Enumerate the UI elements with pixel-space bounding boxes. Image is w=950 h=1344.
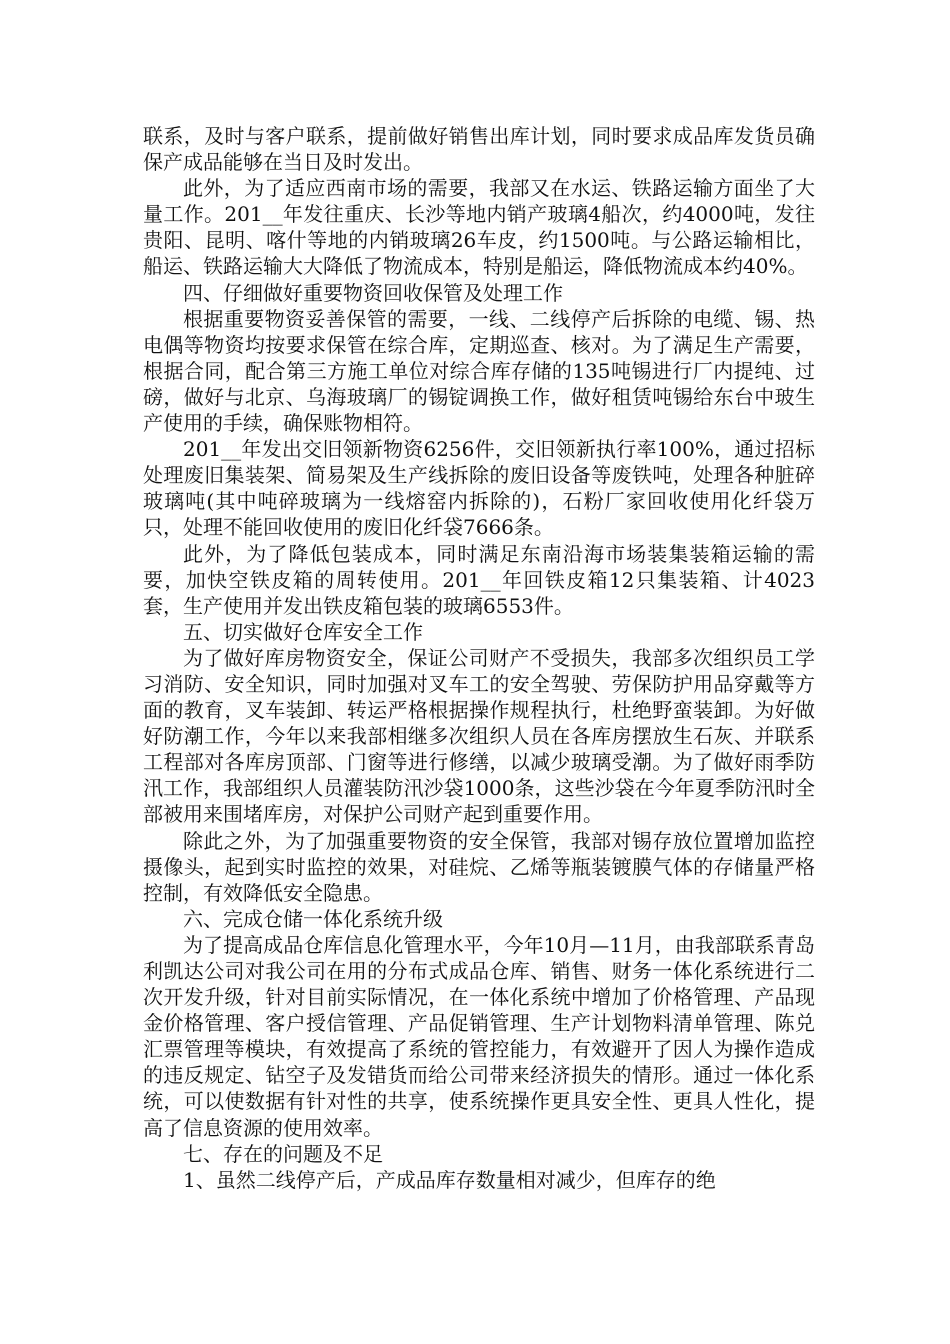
paragraph-system-upgrade: 为了提高成品仓库信息化管理水平，今年10月—11月，由我部联系青岛利凯达公司对我公司在用的分布式成品仓库、销售、财务一体化系统进行二次开发升级，针对目前实际情况，在一体化系统中增加了价格管理、产品现金价格管理、客户授信管理、产品促销管理、生产计划物料清单管理、陈兑汇票管理等模块，有效提高了系统的管控能力，有效避开了因人为操作造成的违反规定、钻空子及发错货而给公司带来经济损失的情形。通过一体化系统，可以使数据有针对性的共享，使系统操作更具安全性、更具人性化，提高了信息资源的使用效率。 [143, 932, 815, 1140]
section-heading-6: 六、完成仓储一体化系统升级 [183, 906, 443, 931]
paragraph-problems: 1、虽然二线停产后，产成品库存数量相对减少，但库存的绝 [183, 1167, 716, 1192]
paragraph-continuation: 联系，及时与客户联系，提前做好销售出库计划，同时要求成品库发货员确保产成品能够在当日及时发出。 [143, 124, 815, 175]
section-heading-7: 七、存在的问题及不足 [183, 1141, 383, 1166]
document-body [143, 123, 815, 1193]
paragraph-transport: 此外，为了适应西南市场的需要，我部又在水运、铁路运输方面坐了大量工作。201__年发往重庆、长沙等地内销产玻璃4船次，约4000吨，发往贵阳、昆明、喀什等地的内销玻璃26车皮，约1500吨。与公路运输相比，船运、铁路运输大大降低了物流成本，特别是船运，降低物流成本约40%。 [143, 176, 815, 279]
paragraph-old-for-new: 201__年发出交旧领新物资6256件，交旧领新执行率100%，通过招标处理废旧集装架、简易架及生产线拆除的废旧设备等废铁吨，处理各种脏碎玻璃吨(其中吨碎玻璃为一线熔窑内拆除的)，石粉厂家回收使用化纤袋万只，处理不能回收使用的废旧化纤袋7666条。 [143, 437, 815, 540]
paragraph-material-storage: 根据重要物资妥善保管的需要，一线、二线停产后拆除的电缆、锡、热电偶等物资均按要求保管在综合库，定期巡查、核对。为了满足生产需要，根据合同，配合第三方施工单位对综合库存储的135吨锡进行厂内提纯、过磅，做好与北京、乌海玻璃厂的锡锭调换工作，做好租赁吨锡给东台中玻生产使用的手续，确保账物相符。 [143, 306, 815, 436]
paragraph-packaging: 此外，为了降低包装成本，同时满足东南沿海市场装集装箱运输的需要，加快空铁皮箱的周转使用。201__年回铁皮箱12只集装箱、计4023套，生产使用并发出铁皮箱包装的玻璃6553件。 [143, 541, 815, 618]
paragraph-monitoring: 除此之外，为了加强重要物资的安全保管，我部对锡存放位置增加监控摄像头，起到实时监控的效果，对硅烷、乙烯等瓶装镀膜气体的存储量严格控制，有效降低安全隐患。 [143, 828, 815, 905]
section-heading-5: 五、切实做好仓库安全工作 [183, 619, 423, 644]
paragraph-warehouse-safety: 为了做好库房物资安全，保证公司财产不受损失，我部多次组织员工学习消防、安全知识，同时加强对叉车工的安全驾驶、劳保防护用品穿戴等方面的教育，叉车装卸、转运严格根据操作规程执行，杜绝野蛮装卸。为好做好防潮工作，今年以来我部相继多次组织人员在各库房摆放生石灰、并联系工程部对各库房顶部、门窗等进行修缮，以减少玻璃受潮。为了做好雨季防汛工作，我部组织人员灌装防汛沙袋1000条，这些沙袋在今年夏季防汛时全部被用来围堵库房，对保护公司财产起到重要作用。 [143, 645, 815, 827]
section-heading-4: 四、仔细做好重要物资回收保管及处理工作 [183, 280, 563, 305]
